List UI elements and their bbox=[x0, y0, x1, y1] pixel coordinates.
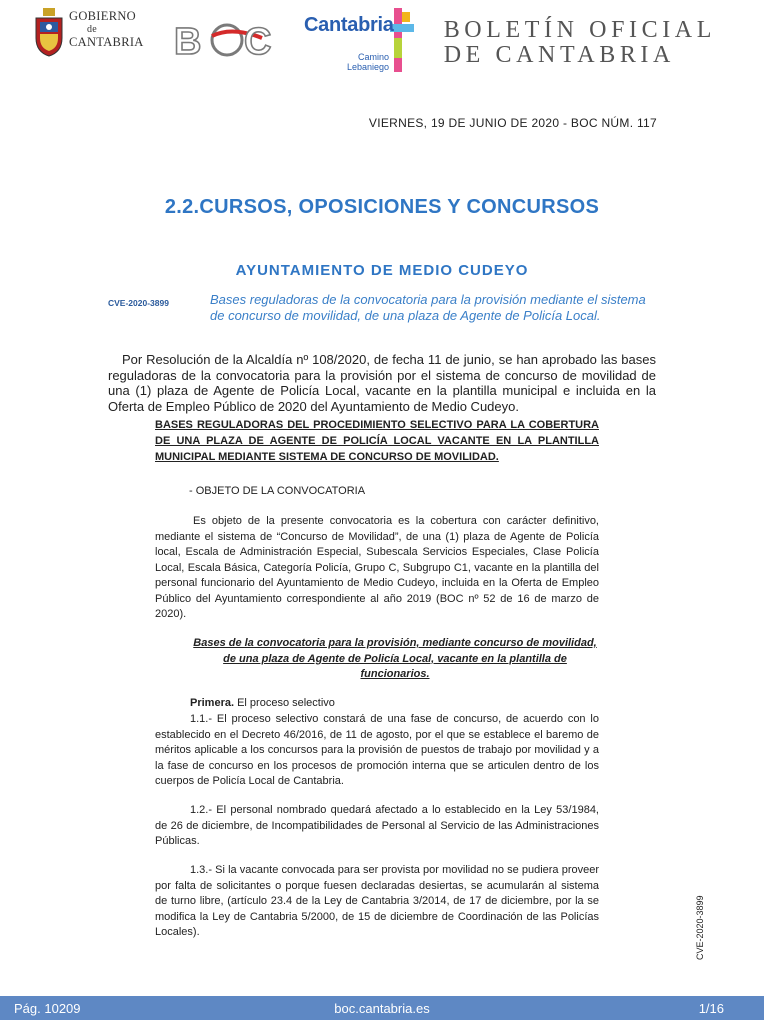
boc-logo bbox=[172, 14, 284, 64]
camino-line2: Lebaniego bbox=[347, 62, 390, 72]
boletin-title bbox=[444, 18, 716, 68]
page-header bbox=[0, 0, 764, 78]
clause-1-3: 1.3.- Si la vacante convocada para ser provista por movilidad no se pudiera proveer por falta de solicitantes o porque fuesen declaradas desiertas, se acumularán al sistema de turno libre, (artículo 23.4 de la Ley de Cantabria 3/2014, de 17 de diciembre, por la se modifica la Ley de Cantabria 5/2000, de 15 de diciembre de Coordinación de las Policías Locales). bbox=[155, 864, 599, 938]
side-cve-code: CVE-2020-3899 bbox=[695, 895, 705, 960]
primera-title: El proceso selectivo bbox=[237, 697, 335, 709]
svg-text:C: C bbox=[244, 21, 272, 63]
organismo-title: AYUNTAMIENTO DE MEDIO CUDEYO bbox=[235, 262, 529, 279]
primera-label: Primera. bbox=[190, 697, 235, 709]
resolution-text: Por Resolución de la Alcaldía nº 108/2020, de fecha 11 de junio, se han aprobado las bases reguladoras de la convocatoria para la provisión por el sistema de concurso de movilidad de una (1) plaza de Agente de Policía Local, vacante en la plantilla municipal e incluida en la Oferta de Empleo Público de 2020 del Ayuntamiento de Medio Cudeyo. bbox=[108, 352, 656, 414]
camino-line1: Camino bbox=[358, 52, 390, 62]
bases-convocatoria-heading: Bases de la convocatoria para la provisión, mediante concurso de movilidad, de una plaza de Agente de Policía Local, vacante en la plantilla de funcionarios. bbox=[193, 637, 597, 680]
cve-tag: CVE-2020-3899 bbox=[108, 298, 169, 308]
site-link[interactable]: boc.cantabria.es bbox=[334, 1001, 430, 1016]
resolution-paragraph bbox=[108, 352, 656, 414]
boletin-line1: BOLETÍN OFICIAL bbox=[443, 17, 716, 43]
page-number: Pág. 10209 bbox=[14, 1001, 81, 1016]
objeto-paragraph: Es objeto de la presente convocatoria es la cobertura con carácter definitivo, mediante el sistema de “Concurso de Movilidad”, de una (1) plaza de Agente de Policía local, Escala de Administración Especial, Subescala Servicios Especiales, Clase Policía Local, Escala Básica, Categoría Policía, Grupo C, Subgrupo C1, vacante en la plantilla del personal funcionario del Ayuntamiento de Medio Cudeyo, incluida en la Oferta de Empleo Público del Ayuntamiento correspondiente al año 2019 (BOC nº 52 de 16 de marzo de 2020). bbox=[155, 515, 599, 620]
issue-dateline: VIERNES, 19 DE JUNIO DE 2020 - BOC NÚM. 117 bbox=[368, 116, 657, 130]
clause-1-1: 1.1.- El proceso selectivo constará de una fase de concurso, de acuerdo con lo establecido en el Decreto 46/2016, de 11 de agosto, por el que se establece el baremo de méritos aplicable a los concursos para la provisión de puestos de trabajo por movilidad y a la fase de concurso en los procesos de promoción interna que se articulen dentro de los cuerpos de Policía Local de Cantabria. bbox=[155, 713, 599, 787]
cantabria-wordmark: Cantabria bbox=[304, 14, 394, 36]
section-title: 2.2.CURSOS, OPOSICIONES Y CONCURSOS bbox=[164, 196, 600, 218]
gobierno-line2: de bbox=[87, 24, 98, 35]
boletin-line2: DE CANTABRIA bbox=[443, 42, 675, 68]
primera-heading bbox=[190, 697, 335, 709]
bases-heading: BASES REGULADORAS DEL PROCEDIMIENTO SELECTIVO PARA LA COBERTURA DE UNA PLAZA DE AGENTE DE POLICÍA LOCAL VACANTE EN LA PLANTILLA MUNICIPAL MEDIANTE SISTEMA DE CONCURSO DE MOVILIDAD. bbox=[155, 419, 599, 463]
svg-text:B: B bbox=[174, 21, 202, 63]
objeto-heading: - OBJETO DE LA CONVOCATORIA bbox=[189, 485, 366, 497]
cantabria-shield-icon bbox=[34, 8, 64, 58]
gobierno-line3: CANTABRIA bbox=[69, 35, 144, 49]
camino-lebaniego-label bbox=[347, 52, 389, 72]
page-footer bbox=[0, 996, 764, 1020]
clause-1-2: 1.2.- El personal nombrado quedará afectado a lo establecido en la Ley 53/1984, de 26 de diciembre, de Incompatibilidades de Personal al Servicio de las Administraciones Públicas. bbox=[155, 804, 599, 847]
gobierno-line1: GOBIERNO bbox=[69, 9, 136, 23]
announcement-title: Bases reguladoras de la convocatoria para la provisión mediante el sistema de concurso de movilidad, de una plaza de Agente de Policía Local. bbox=[210, 292, 646, 323]
page-count: 1/16 bbox=[698, 1001, 724, 1016]
gobierno-cantabria-logo bbox=[69, 10, 144, 49]
